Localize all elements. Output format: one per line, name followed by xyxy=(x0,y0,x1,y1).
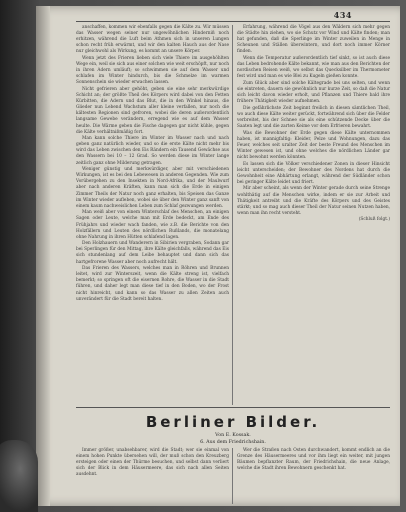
column-divider xyxy=(232,448,233,504)
feuilleton-author: Von E. Kossak. xyxy=(215,433,251,438)
paragraph: Man weiß aber von einem Winterschlaf des Menschen, an einigen Sagen oder Leute, welche man mit Erde bedeckt, am Ende des Frühjahrs und wieder wach fanden, wie z.B. die Berichte von den Holzfällern und Leuten des nördlichen Rußlands, die monatelang ohne Nahrung in ihren Hütten schlafend lagen. xyxy=(76,210,229,240)
paragraph: Das Frieren des Wassers, welches man in Röhren und Brunnen leitet, wird zur Winterszeit, wenn die Kälte streng ist, vielfach bemerkt; so springen oft die eisernen Rohre, die Wasser in die Stadt führen, und daher legt man diese tief in den Boden, wo der Frost nicht hinreicht, und kann so das Wasser zu allen Zeiten auch unverändert für die Stadt bereit halten. xyxy=(76,266,229,302)
right-column xyxy=(237,25,390,405)
paragraph: Die gefährlichste Zeit beginnt freilich in diesen sämtlichen Theil, wo auch diese Kälte weiter gerückt, fortwährend sich über die Felder verbreitet, bis der Schnee sie als eine schützende Decke über die Saaten legt und die zarten Keime vor dem Erfrieren bewahrt. xyxy=(237,105,390,129)
page-number: 434 xyxy=(333,10,352,20)
paragraph: Mir aber scheint, als wenn der Winter gerade durch seine Strenge wohlthätig auf die Menschen wirke, indem er sie zur Arbeit und Thätigkeit antreibt und die Kräfte des Körpers und des Geistes stärkt; und so mag auch dieser Theil der Natur seinen Nutzen haben, wenn man ihn recht versteht. xyxy=(237,186,390,216)
page-gutter xyxy=(36,6,50,506)
continuation-note: (Schluß folgt.) xyxy=(358,217,390,223)
paragraph: Was die Bewohner der Erde gegen diese Kälte unternommen haben, ist mannigfaltig: Kleider, Pelze und Wohnungen, dazu das Feuer, welches seit uralter Zeit der beste Freund des Menschen im Winter gewesen ist, und ohne welches die nördlichen Länder gar nicht bewohnt werden könnten. xyxy=(237,130,390,160)
paragraph: Wenn die Temperatur außerordentlich tief sinkt, so ist auch diese das Leben bedrohende Kälte bekannt, wie man aus den Berichten der nordischen Reisen weiß, wo selbst das Quecksilber im Thermometer fest wird und man es wie Blei zu Kugeln gießen konnte. xyxy=(237,55,390,80)
feuilleton-chapter: 6. Aus dem Friedrichshain. xyxy=(200,440,266,445)
left-column xyxy=(76,25,229,405)
paragraph: Wenn jetzt des Frieren lieben sich viele Thiere im ausgehöhlten Wege ein, weil sie sich aus einer solchen wie weit erschöpft, nur noch in ihren Adern umläuft; so schwimmen sie auf dem Wasser und schlafen im Winter hindurch, bis die Schmelze im warmen Sonnenschein sie wieder erwachen lassen. xyxy=(76,55,229,86)
header-rule xyxy=(76,21,390,22)
paragraph: Erfahrung, während die Vögel aus den Wäldern sich mehr gegen die Städte hin ziehen, wo sie Schutz vor Wind und Kälte finden; man hat gefunden, daß die Sperlinge im Winter zuweilen in Menge in Scheunen und Ställen überwintern, und dort noch immer Körner finden. xyxy=(237,25,390,55)
paragraph: Es lassen sich die Völker verschiedener Zonen in dieser Hinsicht leicht unterscheiden; der Bewohner des Nordens hat durch die Gewohnheit eine Abhärtung erlangt, während der Südländer schon bei geringer Kälte leidet und friert. xyxy=(237,161,390,185)
paragraph: Den Holzhauern und Wanderern in Sibirien vergraben, Sodann gar bei Sperlingen für den Mittag, ihre Kälte gleichfalls, während das Eis sich stundenlang auf dem Leibe behauptet und dann sich das hartgefrorene Wasser aber noch aufrecht hält. xyxy=(76,241,229,265)
thumb xyxy=(0,440,38,512)
feuilleton-rule xyxy=(76,407,390,408)
paragraph: Nicht gefrieren aber gehöht, geben sie eine sehr merkwürdige Schicht an; der größte Theil des Körpers wird dabei von den Fetten Kürbitten, die Adern und das Blut, die in den Winkel hinaus, die Glieder nun Lebend Wachstum aller kleine verfallen, nur noch die kältesten Regionen sind gefroren, wobei die deren außerordentlich langsame Gewebe verändern, erregend wie es auf dem Wasser heulte. Die Wärme geben die Fische dagegen gar nicht kühle, gegen die Kälte verhältnißmäßig fort. xyxy=(76,86,229,135)
column-divider xyxy=(232,25,233,405)
paragraph: Immer größer, unabsehbarer, wird die Stadt; wer sie einmal von einem hohen Punkte übersehen will, der muß schon den Kreuzberg ersteigen oder einen der Thürme besuchen, und selbst dann verliert sich der Blick in dem Häusermeere, das sich nach allen Seiten ausdehnt. xyxy=(76,448,229,478)
feuilleton-title: Berliner Bilder. xyxy=(145,413,321,431)
feuilleton-right-column xyxy=(237,448,390,472)
feuilleton-left-column xyxy=(76,448,229,478)
paragraph: Zum Glück aber sind solche Kältegrade bei uns selten, und wenn sie eintreten, dauern sie gewöhnlich nur kurze Zeit, so daß die Natur sich leicht davon wieder erholt, und Pflanzen und Thiere bald ihre frühere Thätigkeit wieder aufnehmen. xyxy=(237,80,390,105)
paragraph: Wer die Straßen nach Osten durchwandert, kommt endlich an die Grenze des Häusermeeres und vor ihm liegt ein weiter, mit jungen Bäumen bepflanzter Raum, der Friedrichshain, die neue Anlage, welche die Stadt ihren Bewohnern geschenkt hat. xyxy=(237,448,390,472)
paragraph: Weniger günstig und merkwürdiger, aber mit verschiedenen Wirkungen, ist es bei den Lebewesen in anderen Gegenden. Wie zum Vorübergehen zu den Insekten in Nord-Afrika, und der Maulwurf aber nach anderen Kräften, kann man sich die Erde in einigen Zimmer Theils der Natur noch ganz erhalten, bis Speisen das Ganze im Winter wieder aufleben, wobei sie über den Winter ganz sanft von einem kaum nachweislichen Leben zum Schlaf gezwungen werden. xyxy=(76,167,229,209)
paragraph: anschaffen, kommen wir ebenfalls gegen die Kälte zu. Wir müssen das Wasser wegen seiner nur ungewöhnlichen Hinderniß noch erhitzen, während die Luft beim Athmen sich in unseren Lungen schon recht früh erwärmt, und wir den kalten Hauch aus der Nase nur gleichwohl als Wirkung, es kommt an unsere Körper. xyxy=(76,25,229,55)
book-page xyxy=(36,6,400,506)
paragraph: Man kann solche Thiere im Winter im Wasser nach und nach geben ganz natürlich wieder, und so die erste Kälte nicht mehr bis wird das Leben zwischen den Eis Rändern ein Tausend Gewächse aus den Wassern bei 10 – 12 Grad. So werden diese im Winter lange zeitlich ganz ohne Milderung getragen. xyxy=(76,136,229,166)
